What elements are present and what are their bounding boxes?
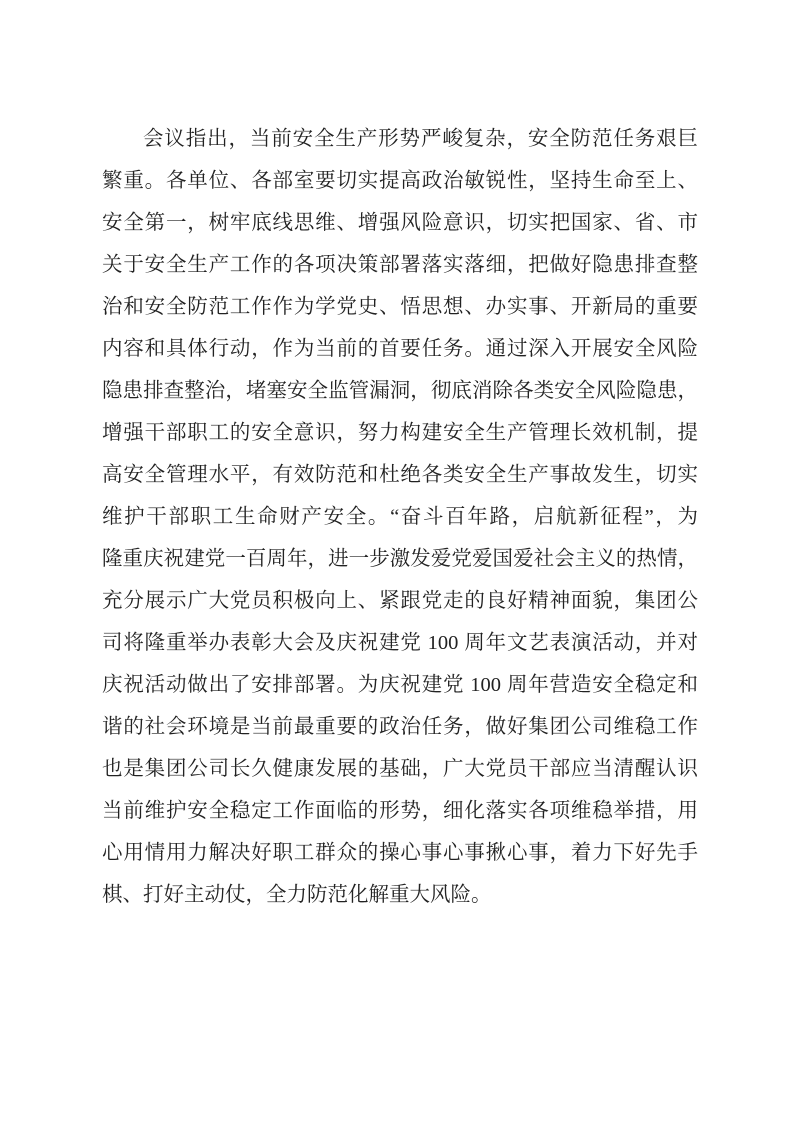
paragraph-line: 增强干部职工的安全意识，努力构建安全生产管理长效机制，提: [102, 422, 698, 444]
paragraph-line: 关于安全生产工作的各项决策部署落实落细，把做好隐患排查整: [102, 254, 698, 276]
paragraph-line: 谐的社会环境是当前最重要的政治任务，做好集团公司维稳工作: [102, 716, 698, 738]
paragraph-line: 治和安全防范工作作为学党史、悟思想、办实事、开新局的重要: [102, 296, 698, 318]
paragraph: [102, 118, 698, 916]
paragraph-line: 当前维护安全稳定工作面临的形势，细化落实各项维稳举措，用: [102, 800, 698, 822]
paragraph-line: 维护干部职工生命财产安全。“奋斗百年路，启航新征程”，为: [102, 506, 698, 528]
paragraph-line: 也是集团公司长久健康发展的基础，广大党员干部应当清醒认识: [102, 758, 698, 780]
paragraph-line: 高安全管理水平，有效防范和杜绝各类安全生产事故发生，切实: [102, 464, 698, 486]
paragraph-line: 安全第一，树牢底线思维、增强风险意识，切实把国家、省、市: [102, 212, 698, 234]
paragraph-line: 会议指出，当前安全生产形势严峻复杂，安全防范任务艰巨: [143, 128, 698, 150]
paragraph-line: 司将隆重举办表彰大会及庆祝建党 100 周年文艺表演活动，并对: [102, 632, 698, 654]
paragraph-line: 心用情用力解决好职工群众的操心事心事揪心事，着力下好先手: [102, 842, 698, 864]
paragraph-line: 隆重庆祝建党一百周年，进一步激发爱党爱国爱社会主义的热情，: [102, 548, 698, 570]
paragraph-line: 充分展示广大党员积极向上、紧跟党走的良好精神面貌，集团公: [102, 590, 698, 612]
paragraph-line: 内容和具体行动，作为当前的首要任务。通过深入开展安全风险: [102, 338, 698, 360]
paragraph-line: 繁重。各单位、各部室要切实提高政治敏锐性，坚持生命至上、: [102, 170, 698, 192]
paragraph-line: 庆祝活动做出了安排部署。为庆祝建党 100 周年营造安全稳定和: [102, 674, 698, 696]
paragraph-line: 棋、打好主动仗，全力防范化解重大风险。: [102, 884, 492, 906]
paragraph-line: 隐患排查整治，堵塞安全监管漏洞，彻底消除各类安全风险隐患，: [102, 380, 698, 402]
